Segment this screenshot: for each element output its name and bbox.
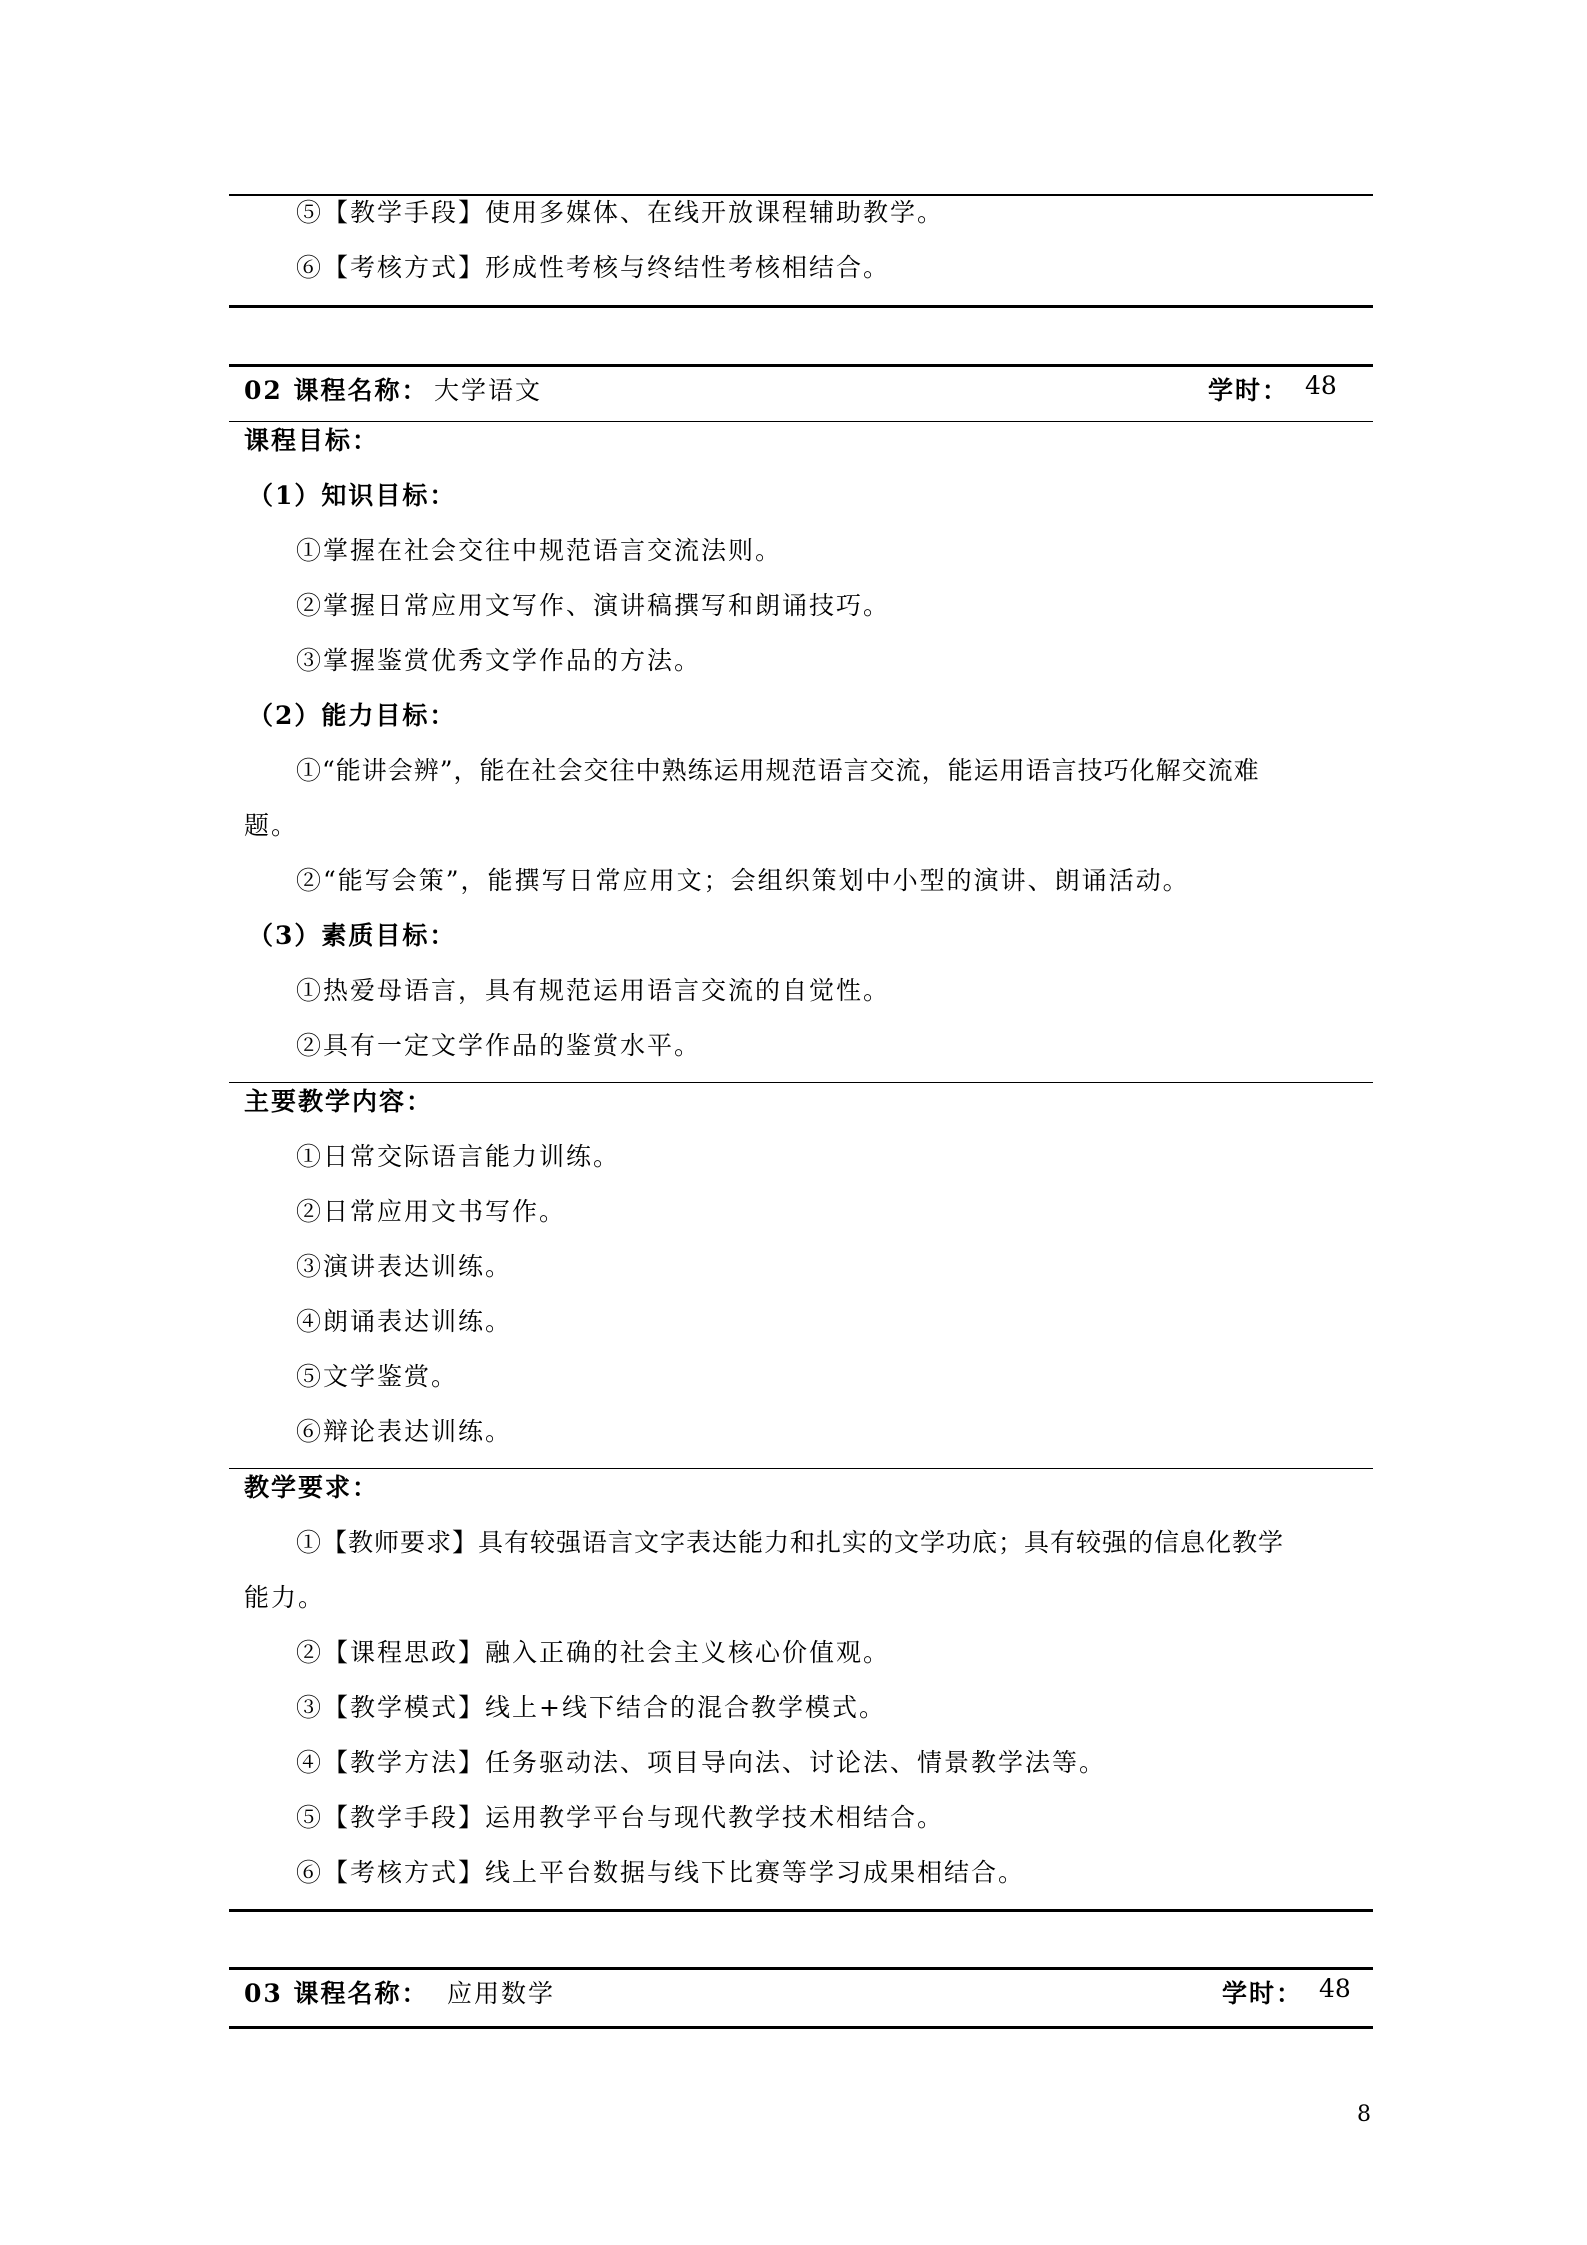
content-item: ④朗诵表达训练。 — [296, 1307, 513, 1336]
course02-hours-label: 学时： — [1208, 376, 1290, 405]
content-item: ⑥辩论表达训练。 — [296, 1417, 513, 1446]
ability-item-1: ①“能讲会辨”，能在社会交往中熟练运用规范语言交流，能运用语言技巧化解交流难 — [296, 756, 1260, 785]
course02-hours: 48 — [1305, 371, 1337, 400]
goals-end-rule — [229, 1082, 1373, 1083]
requirement-item: ②【课程思政】融入正确的社会主义核心价值观。 — [296, 1638, 891, 1667]
top-rule — [229, 194, 1373, 196]
teaching-means-line: ⑤【教学手段】使用多媒体、在线开放课程辅助教学。 — [296, 198, 945, 227]
course03-label: 03 课程名称： — [244, 1979, 429, 2008]
page-number: 8 — [1357, 2102, 1371, 2127]
content-heading: 主要教学内容： — [244, 1087, 434, 1116]
goals-heading: 课程目标： — [244, 426, 380, 455]
requirements-heading: 教学要求： — [244, 1473, 380, 1502]
requirement-item: ④【教学方法】任务驱动法、项目导向法、讨论法、情景教学法等。 — [296, 1748, 1107, 1777]
course03-header-rule — [229, 2026, 1373, 2029]
ability-heading: （2）能力目标： — [248, 701, 457, 730]
quality-item: ②具有一定文学作品的鉴赏水平。 — [296, 1031, 702, 1060]
ability-item-1-cont: 题。 — [244, 811, 299, 840]
knowledge-item: ②掌握日常应用文写作、演讲稿撰写和朗诵技巧。 — [296, 591, 891, 620]
course02-header-rule — [229, 421, 1373, 422]
content-end-rule — [229, 1468, 1373, 1469]
course03-name: 应用数学 — [447, 1979, 556, 2008]
knowledge-heading: （1）知识目标： — [248, 481, 457, 510]
quality-item: ①热爱母语言，具有规范运用语言交流的自觉性。 — [296, 976, 891, 1005]
content-item: ②日常应用文书写作。 — [296, 1197, 567, 1226]
requirement-item: ③【教学模式】线上+线下结合的混合教学模式。 — [296, 1693, 886, 1722]
course02-name: 大学语文 — [434, 376, 543, 405]
course03-hours: 48 — [1319, 1974, 1351, 2003]
knowledge-item: ③掌握鉴赏优秀文学作品的方法。 — [296, 646, 702, 675]
requirement-item-1: ①【教师要求】具有较强语言文字表达能力和扎实的文学功底；具有较强的信息化教学 — [296, 1528, 1285, 1557]
content-item: ⑤文学鉴赏。 — [296, 1362, 459, 1391]
block-end-rule — [229, 305, 1373, 308]
course03-top-rule — [229, 1967, 1373, 1970]
course02-label: 02 课程名称： — [244, 376, 429, 405]
requirement-item: ⑤【教学手段】运用教学平台与现代教学技术相结合。 — [296, 1803, 945, 1832]
course02-top-rule — [229, 364, 1373, 367]
requirement-item: ⑥【考核方式】线上平台数据与线下比赛等学习成果相结合。 — [296, 1858, 1026, 1887]
ability-item-2: ②“能写会策”，能撰写日常应用文；会组织策划中小型的演讲、朗诵活动。 — [296, 866, 1190, 895]
content-item: ③演讲表达训练。 — [296, 1252, 513, 1281]
course03-hours-label: 学时： — [1222, 1979, 1304, 2008]
requirement-item-1-cont: 能力。 — [244, 1583, 326, 1612]
quality-heading: （3）素质目标： — [248, 921, 457, 950]
content-item: ①日常交际语言能力训练。 — [296, 1142, 621, 1171]
course02-end-rule — [229, 1909, 1373, 1912]
assessment-line: ⑥【考核方式】形成性考核与终结性考核相结合。 — [296, 253, 891, 282]
knowledge-item: ①掌握在社会交往中规范语言交流法则。 — [296, 536, 783, 565]
